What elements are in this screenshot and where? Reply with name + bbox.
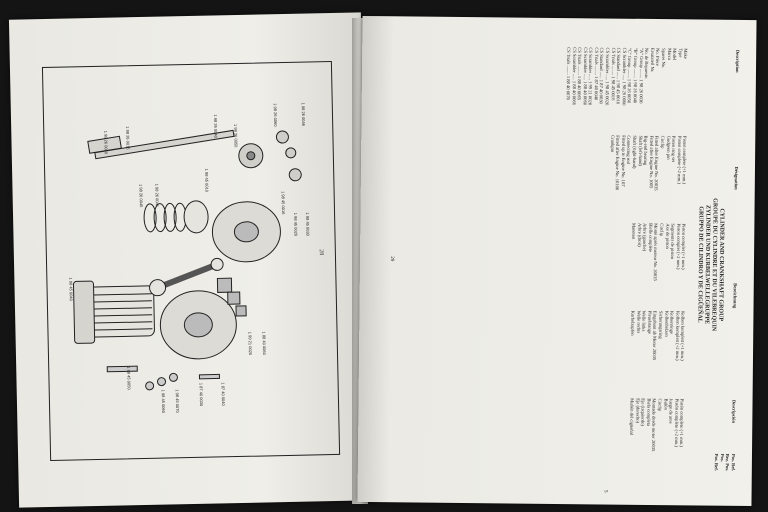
table-cell: Arbre (droit) <box>636 223 643 247</box>
table-cell: Piston complet (+2 mm.) <box>675 223 682 270</box>
callout: 1 88 40 0060 <box>261 331 268 355</box>
callout: 1 98 45 0016 <box>280 190 287 215</box>
table-cell: Maneton <box>631 222 637 240</box>
table-row: CS Scrambler ..... 1 99 21 0020 <box>587 47 594 106</box>
callout: 1 98 45 0050 <box>126 366 132 390</box>
table-cell: Pistón completo (+1 mm.) <box>679 398 685 448</box>
table-cell: Circlip <box>660 135 666 149</box>
table-cell: Eingebaut ab Motor 20035 <box>652 310 658 361</box>
connecting-rod <box>149 258 224 296</box>
callout: 1 87 40 0040 <box>220 382 227 406</box>
language-header: Pos. Ref. Bez. Pos. Pos. Pos. Ref. <box>714 453 736 472</box>
callout: 1 98 45 0070 <box>174 389 181 413</box>
table-row: CS Scrambler ..... 1 88 40 0060 <box>582 47 588 106</box>
table-row: "A" Group ........ 1 98 26 0030 <box>638 47 644 104</box>
section-title: CYLINDER AND CRANKSHAFT GROUP GROUPE DU CYLINDRE ET DU VILEBREQUIN ZYLINDER UND KURBELWELLEGRUPPE GRUPPO DE CILINDRO Y DE CIGÜEÑAL <box>696 198 725 332</box>
table-cell: Kolbenbolzen <box>663 310 670 337</box>
table-cell: Piston ring set <box>671 135 677 163</box>
table-row: CS Trials ........ 1 88 40 0070 <box>565 47 572 100</box>
table-cell: Fitted up to Engine No. 107 <box>620 135 627 187</box>
column-spanish <box>561 394 685 483</box>
table-cell: Sicherungsring <box>658 310 664 339</box>
table-row: CS Trials ........ 1 87 40 0040 <box>593 47 600 101</box>
callout: 1 98 45 0060 <box>160 389 167 413</box>
table-row: CS Scrambler ..... 1 98 45 0020 <box>604 47 611 106</box>
callout: 1 98 26 0040 <box>212 114 219 138</box>
rotated-parts-table <box>378 36 743 493</box>
table-cell: Piston complete (+1 mm.) <box>682 135 688 184</box>
table-cell: Eje (derecho) <box>634 398 641 424</box>
column-make-spares: Make Type Model Marca Spares No. No. Pièce Ersatzteil Nr. No. de Repuesto "A" Group ........ 1 98 26 0030 "B" Group ........ 1 98 26 0040 "C" Group ........ 1 98 26 0050 CS Scrambler ..... 1 98 26 0060 CS Standard ...... 1 98 45 0010 CS Trials ........ 1 98 45 0016 CS Scrambler ..... 1 98 45 0020 CS Standard ...... 1 87 40 0030 CS Trials ........ 1 87 40 0040 CS Scrambler ..... 1 99 21 0020 CS Scrambler ..... 1 88 40 0060 CS Trials ........ 1 88 40 0065 CS Scrambler ..... 1 88 40 0066 CS Trials ........ 1 88 40 0070 <box>565 44 689 133</box>
piston-rings <box>144 201 209 234</box>
callout: 1 98 45 0020 <box>293 212 299 237</box>
callout: 1 87 40 0030 <box>198 382 205 407</box>
crank-half-upper <box>212 201 281 262</box>
header-description: Description <box>734 49 741 73</box>
callout: 1 98 26 0041 <box>154 183 160 208</box>
header-descripcion: Descripción <box>731 399 737 424</box>
table-cell: Bielle complète <box>647 223 654 253</box>
cylinder-drawing <box>73 280 154 344</box>
header-bezeichnung: Bezeichnung <box>732 283 738 309</box>
crank-half-lower <box>160 290 237 360</box>
table-cell: Juego de aros <box>668 398 674 424</box>
table-cell: Biela completa <box>646 398 652 427</box>
table-cell: Connecting rod <box>626 135 632 164</box>
table-row: "C" Group ........ 1 98 26 0050 <box>627 47 633 104</box>
callout: 1 98 45 0030 <box>305 212 311 236</box>
callout: 1 98 26 0015 <box>125 126 131 150</box>
column-headers <box>728 40 742 490</box>
table-cell: Monté après moteur No. 20035 <box>653 223 659 281</box>
column-description <box>564 132 688 221</box>
table-cell: Circlip <box>657 398 663 412</box>
table-cell: Montado desde motor 20035 <box>651 398 658 452</box>
table-cell: Fitted after Engine No. 1005 <box>648 135 655 189</box>
table-cell: Arbre (gauche) <box>642 223 648 252</box>
page-number-right: 29 <box>388 256 394 262</box>
side-number: 5 <box>602 489 608 493</box>
right-page <box>357 16 756 506</box>
table-cell: Pleuelstange <box>647 310 653 334</box>
callout: 1 98 26 0060 <box>272 103 279 127</box>
table-cell: Bulón <box>663 398 669 410</box>
table-cell: Kolben komplett (+2 mm.) <box>674 311 681 361</box>
header-designation: Désignation <box>733 166 739 190</box>
column-german <box>562 307 686 396</box>
table-row: CS Standard ...... 1 98 45 0010 <box>615 47 622 105</box>
table-row: CS Trials ........ 1 98 45 0016 <box>610 47 616 101</box>
table-row: "B" Group ........ 1 98 26 0040 <box>632 47 639 104</box>
table-cell: Big-end bearing <box>643 135 649 166</box>
callout: 1 98 45 0040 <box>68 277 74 301</box>
table-cell: Kurbelzapfen <box>630 310 636 336</box>
crankshaft <box>88 130 235 158</box>
table-cell: Pistón completo (+2 mm.) <box>673 398 680 447</box>
exploded-view-diagram <box>42 61 340 461</box>
table-row: CS Standard ...... 1 87 40 0030 <box>599 47 605 104</box>
table-columns <box>561 38 689 489</box>
column-french <box>563 219 687 308</box>
table-cell: Piston complet (+1 mm.) <box>681 223 687 270</box>
left-page <box>9 12 371 507</box>
table-cell: Circlip <box>659 223 665 237</box>
parts-table-region <box>378 36 743 493</box>
table-cell: Fitted after Engine No. 20035 <box>654 135 660 191</box>
table-cell: Gudgeon pin <box>665 135 671 160</box>
callout: 1 99 21 0020 <box>247 331 254 356</box>
table-cell: Crankpin <box>609 135 616 153</box>
gear-assembly <box>238 131 301 182</box>
table-row: CS Trials ........ 1 88 40 0065 <box>576 47 583 101</box>
table-row: CS Scrambler ..... 1 98 26 0060 <box>621 47 628 106</box>
table-cell: Segments de piston <box>670 223 676 260</box>
table-cell: Welle links <box>641 310 647 332</box>
table-cell: Piston complete (+2 mm.) <box>676 135 683 184</box>
callout: 1 98 26 0030 <box>103 130 109 155</box>
callout: 1 98 26 0050 <box>233 123 239 148</box>
table-cell: Muñón del cigüeñal <box>629 398 635 435</box>
callout: 1 98 26 0046 <box>300 102 307 127</box>
page-number-left: 28 <box>317 249 324 256</box>
table-cell: Fitted after Engine No. 10100 <box>615 135 621 191</box>
table-cell: Shaft (right-hand) <box>632 135 638 169</box>
engine-parts-illustration <box>43 62 339 460</box>
table-cell: Kolbenringe <box>669 310 675 334</box>
table-cell: Welle rechts <box>635 310 642 334</box>
table-cell: Kolben komplett (+1 mm.) <box>680 311 686 361</box>
table-cell: Axe de piston <box>664 223 671 249</box>
callout: 1 98 26 0045 <box>138 183 144 208</box>
table-cell: Eje (izquierdo) <box>640 398 646 426</box>
table-cell: Shaft (left-hand) <box>637 135 643 166</box>
callout: 1 98 45 0010 <box>204 168 210 193</box>
table-row: CS Scrambler ..... 1 88 40 0066 <box>571 47 577 106</box>
